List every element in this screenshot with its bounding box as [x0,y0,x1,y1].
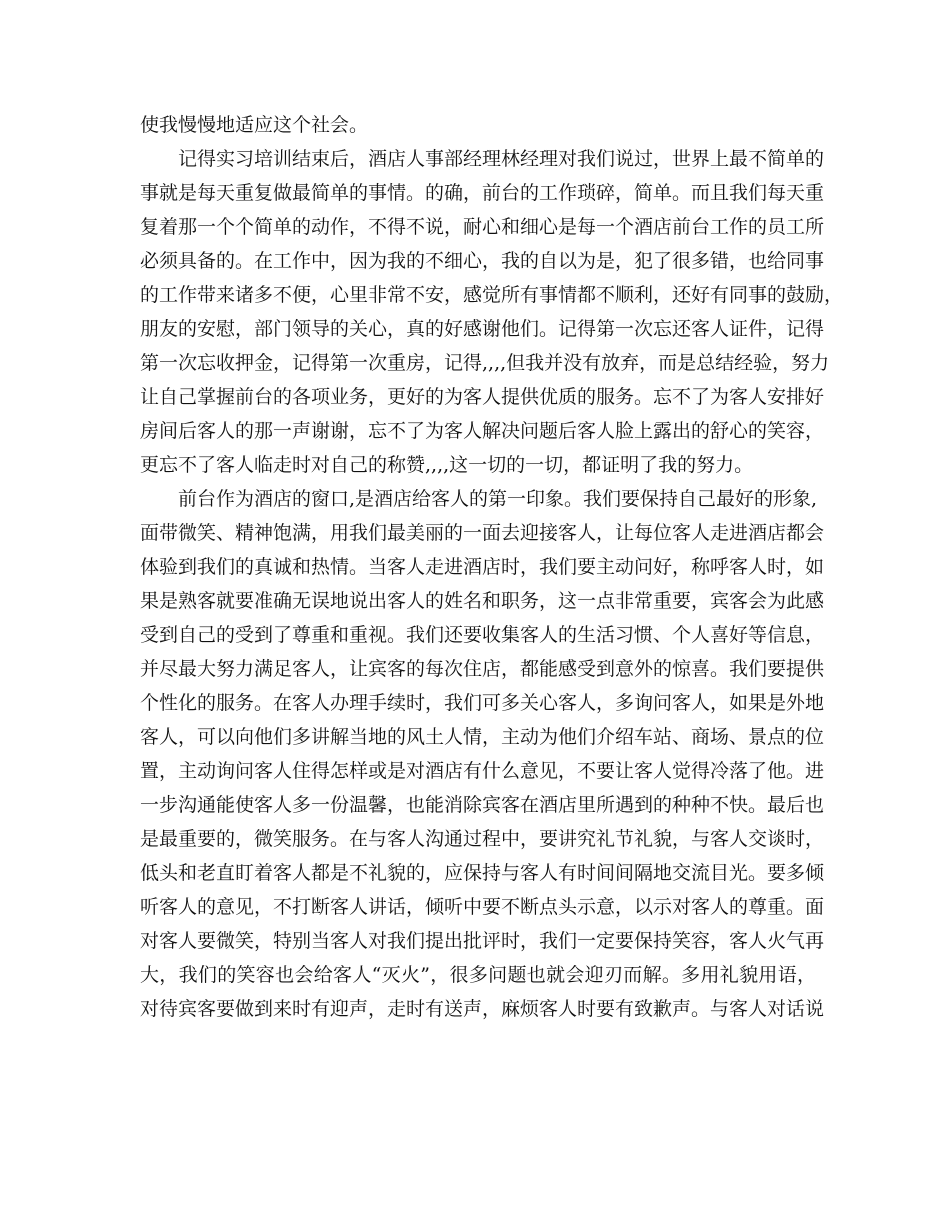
text-line: 体验到我们的真诚和热情。当客人走进酒店时，我们要主动问好，称呼客人时，如 [140,556,825,578]
text-line: 朋友的安慰，部门领导的关心，真的好感谢他们。记得第一次忘还客人证件，记得 [140,318,825,340]
text-line: 让自己掌握前台的各项业务，更好的为客人提供优质的服务。忘不了为客人安排好 [140,386,825,408]
text-line: 复着那一个个简单的动作，不得不说，耐心和细心是每一个酒店前台工作的员工所 [140,216,825,238]
text-line: 面带微笑、精神饱满，用我们最美丽的一面去迎接客人，让每位客人走进酒店都会 [140,522,825,544]
text-line: 听客人的意见，不打断客人讲话，倾听中要不断点头示意，以示对客人的尊重。面 [140,896,825,918]
text-line: 置，主动询问客人住得怎样或是对酒店有什么意见，不要让客人觉得冷落了他。进 [140,760,825,782]
text-line: 事就是每天重复做最简单的事情。的确，前台的工作琐碎，简单。而且我们每天重 [140,182,825,204]
text-line: 低头和老直盯着客人都是不礼貌的，应保持与客人有时间间隔地交流目光。要多倾 [140,862,825,884]
text-line: 第一次忘收押金，记得第一次重房，记得,,,,但我并没有放弃，而是总结经验，努力 [140,352,830,374]
text-line: 是最重要的，微笑服务。在与客人沟通过程中，要讲究礼节礼貌，与客人交谈时， [140,828,825,850]
text-line: 个性化的服务。在客人办理手续时，我们可多关心客人，多询问客人，如果是外地 [140,692,825,714]
text-line: 果是熟客就要准确无误地说出客人的姓名和职务，这一点非常重要，宾客会为此感 [140,590,825,612]
text-line: 更忘不了客人临走时对自己的称赞,,,,这一切的一切，都证明了我的努力。 [140,454,754,476]
text-line: 使我慢慢地适应这个社会。 [140,114,369,136]
text-line: 一步沟通能使客人多一份温馨，也能消除宾客在酒店里所遇到的种种不快。最后也 [140,794,825,816]
text-line: 对待宾客要做到来时有迎声，走时有送声，麻烦客人时要有致歉声。与客人对话说 [140,998,825,1020]
text-line: 并尽最大努力满足客人，让宾客的每次住店，都能感受到意外的惊喜。我们要提供 [140,658,825,680]
paragraph-first-line: 记得实习培训结束后，酒店人事部经理林经理对我们说过，世界上最不简单的 [178,148,825,170]
text-line: 对客人要微笑，特别当客人对我们提出批评时，我们一定要保持笑容，客人火气再 [140,930,825,952]
text-line: 房间后客人的那一声谢谢，忘不了为客人解决问题后客人脸上露出的舒心的笑容， [140,420,825,442]
paragraph-first-line: 前台作为酒店的窗口,是酒店给客人的第一印象。我们要保持自己最好的形象, [178,488,818,510]
text-line: 大，我们的笑容也会给客人“灭火”，很多问题也就会迎刃而解。多用礼貌用语， [140,964,816,986]
text-line: 客人，可以向他们多讲解当地的风土人情，主动为他们介绍车站、商场、景点的位 [140,726,825,748]
document-page [140,108,844,1026]
text-line: 的工作带来诸多不便，心里非常不安，感觉所有事情都不顺利，还好有同事的鼓励， [140,284,844,306]
text-line: 受到自己的受到了尊重和重视。我们还要收集客人的生活习惯、个人喜好等信息， [140,624,825,646]
text-line: 必须具备的。在工作中，因为我的不细心，我的自以为是，犯了很多错，也给同事 [140,250,825,272]
